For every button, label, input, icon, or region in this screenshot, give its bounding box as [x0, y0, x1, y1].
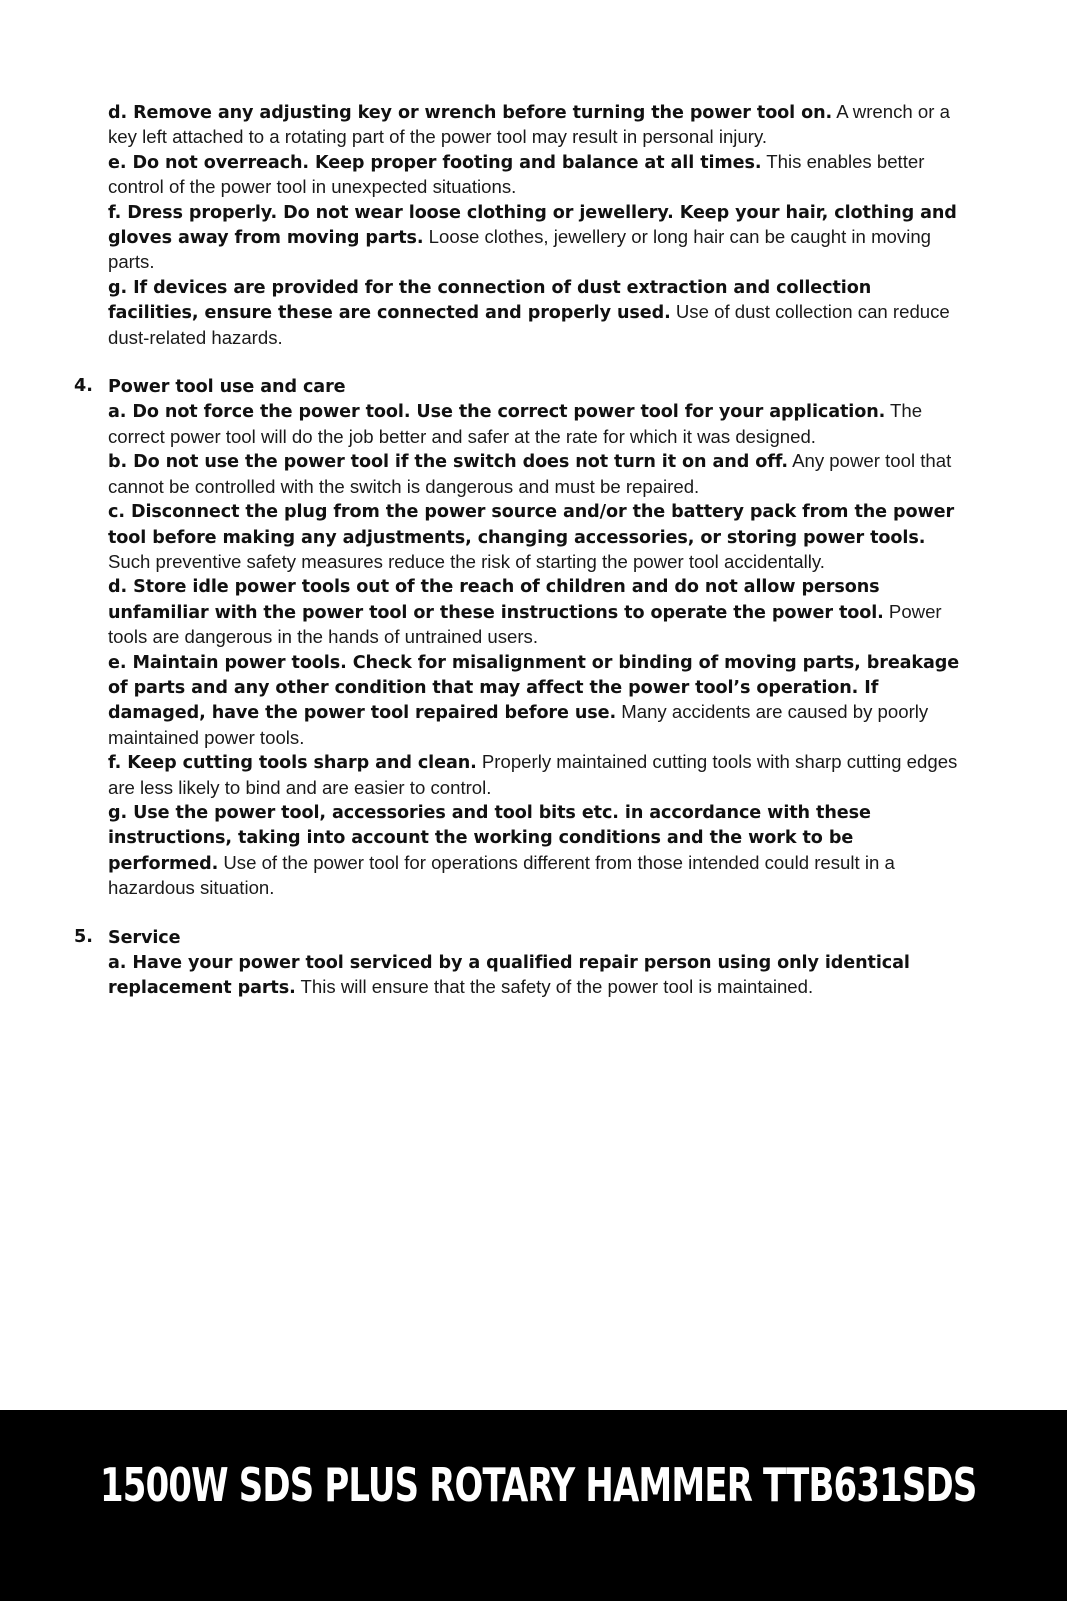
section-title: Service: [108, 927, 181, 948]
item-text: Such preventive safety measures reduce the risk of starting the power tool accidentally.: [108, 550, 825, 572]
item-text: Loose clothes, jewellery or long hair can be caught in moving parts.: [108, 226, 932, 273]
page-edge: [1067, 1410, 1089, 1601]
item-bold-text: d. Store idle power tools out of the reach of children and do not allow persons unfamiliar with the power tool or these instructions to operate the power tool.: [108, 577, 884, 623]
item-text: Use of dust collection can reduce dust-related hazards.: [108, 301, 950, 348]
continued-items: [74, 100, 964, 350]
list-item: [108, 275, 964, 350]
item-text: The correct power tool will do the job better and safer at the rate for which it was designed.: [108, 400, 923, 447]
item-text: Power tools are dangerous in the hands of untrained users.: [108, 600, 942, 648]
item-text: Many accidents are caused by poorly maintained power tools.: [108, 701, 929, 748]
list-item: [108, 950, 964, 1001]
section-heading: [74, 374, 964, 399]
list-item: [108, 399, 964, 449]
list-item: [108, 100, 964, 150]
item-bold-text: f. Keep cutting tools sharp and clean.: [108, 753, 477, 774]
item-bold-text: d. Remove any adjusting key or wrench before turning the power tool on.: [108, 103, 833, 123]
footer-banner: [0, 1410, 1089, 1601]
item-bold-text: a. Do not force the power tool. Use the correct power tool for your application.: [108, 402, 886, 423]
section-title: Power tool use and care: [108, 377, 346, 398]
item-bold-text: a. Have your power tool serviced by a qualified repair person using only identical replacement parts.: [108, 953, 910, 999]
list-item: [108, 150, 964, 200]
list-item: [108, 800, 964, 901]
section-service: [74, 925, 964, 1001]
item-text: Use of the power tool for operations different from those intended could result in a hazardous situation.: [108, 851, 895, 899]
section-heading: [74, 925, 964, 950]
document-body: [74, 100, 964, 1001]
item-text: Properly maintained cutting tools with sharp cutting edges are less likely to bind and are easier to control.: [108, 751, 958, 798]
list-item: [108, 449, 964, 499]
section-number: 4.: [74, 376, 93, 397]
item-bold-text: c. Disconnect the plug from the power source and/or the battery pack from the power tool before making any adjustments, changing accessories, or storing power tools.: [108, 502, 955, 548]
list-item: [108, 750, 964, 800]
item-bold-text: e. Maintain power tools. Check for misalignment or binding of moving parts, breakage of parts and any other condition that may affect the power tool’s operation. If damaged, have the power tool repaired before use.: [108, 652, 960, 724]
list-item: [108, 200, 964, 275]
item-text: This enables better control of the power tool in unexpected situations.: [108, 150, 925, 198]
list-item: [108, 499, 964, 574]
item-text: Any power tool that cannot be controlled with the switch is dangerous and must be repaired.: [108, 450, 952, 497]
product-title: 1500W SDS PLUS ROTARY HAMMER TTB631SDS: [100, 1458, 977, 1512]
item-bold-text: e. Do not overreach. Keep proper footing and balance at all times.: [108, 152, 762, 173]
item-text: This will ensure that the safety of the power tool is maintained.: [295, 976, 814, 998]
list-item: [108, 574, 964, 649]
section-power-tool-use: [74, 374, 964, 901]
item-bold-text: b. Do not use the power tool if the switch does not turn it on and off.: [108, 452, 788, 473]
list-item: [108, 650, 964, 751]
item-text: A wrench or a key left attached to a rotating part of the power tool may result in personal injury.: [108, 101, 950, 148]
section-number: 5.: [74, 926, 93, 947]
item-bold-text: f. Dress properly. Do not wear loose clothing or jewellery. Keep your hair, clothing and gloves away from moving parts.: [108, 202, 957, 249]
item-bold-text: g. Use the power tool, accessories and tool bits etc. in accordance with these instructions, taking into account the working conditions and the work to be performed.: [108, 802, 871, 874]
item-bold-text: g. If devices are provided for the connection of dust extraction and collection facilities, ensure these are connected and properly used.: [108, 277, 872, 324]
